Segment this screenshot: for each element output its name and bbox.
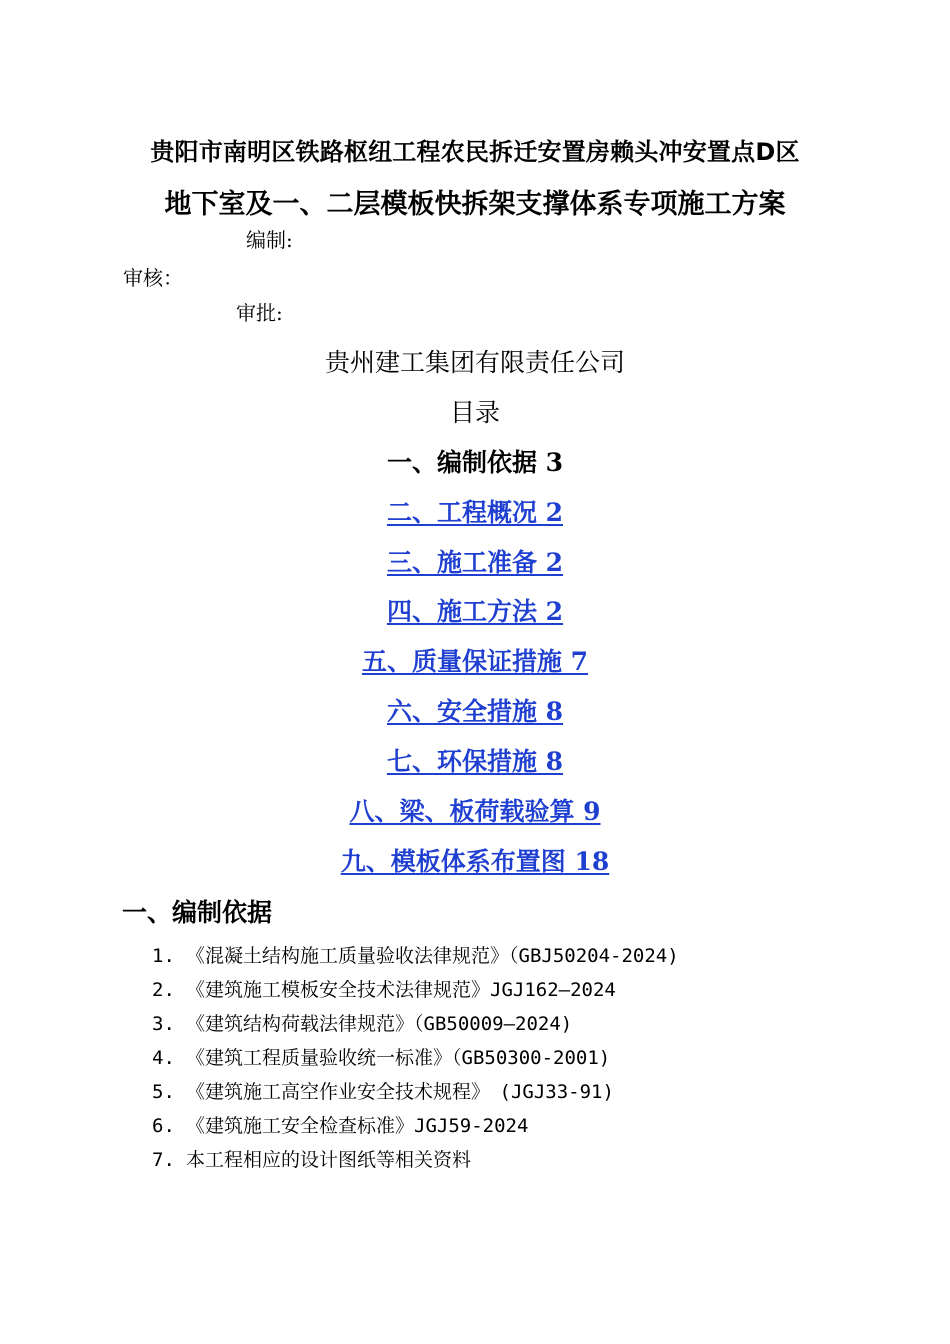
- approved-by-label: 审批:: [236, 301, 283, 325]
- list-item: [152, 1145, 679, 1179]
- compiled-by-label: 编制:: [246, 228, 293, 252]
- toc-link-overview[interactable]: 二、工程概况 2: [386, 498, 564, 527]
- toc-link-preparation[interactable]: 三、施工准备 2: [386, 548, 564, 577]
- list-item: [152, 1009, 679, 1043]
- list-item-text: 《建筑工程质量验收统一标准》（GB50300-2001): [186, 1047, 611, 1069]
- list-item-text: 《建筑结构荷载法律规范》（GB50009—2024): [186, 1013, 573, 1035]
- list-item-number: 4.: [152, 1047, 175, 1069]
- toc-link-method[interactable]: 四、施工方法 2: [386, 597, 564, 626]
- list-item-number: 5.: [152, 1081, 175, 1103]
- list-item: [152, 1077, 679, 1111]
- toc-title: 目录: [449, 398, 500, 427]
- list-item-number: 3.: [152, 1013, 175, 1035]
- list-item: [152, 1043, 679, 1077]
- reviewed-by-label: 审核：: [123, 266, 183, 290]
- toc-link-safety-measures[interactable]: 六、安全措施 8: [386, 697, 564, 726]
- company-name: 贵州建工集团有限责任公司: [324, 348, 625, 377]
- list-item-text: 《建筑施工高空作业安全技术规程》 (JGJ33-91): [186, 1081, 614, 1103]
- toc-link-environmental-measures[interactable]: 七、环保措施 8: [386, 747, 564, 776]
- document-title-line1: 贵阳市南明区铁路枢纽工程农民拆迁安置房赖头冲安置点D区: [150, 138, 800, 166]
- toc-link-quality-measures[interactable]: 五、质量保证措施 7: [361, 647, 589, 676]
- list-item-number: 6.: [152, 1115, 175, 1137]
- reference-list: [152, 941, 679, 1179]
- toc-link-load-calculation[interactable]: 八、梁、板荷载验算 9: [349, 797, 601, 826]
- list-item: [152, 975, 679, 1009]
- list-item-text: 《建筑施工安全检查标准》JGJ59-2024: [186, 1115, 529, 1137]
- section-heading-basis: 一、编制依据: [122, 898, 273, 927]
- list-item: [152, 1111, 679, 1145]
- list-item-number: 7.: [152, 1149, 175, 1171]
- list-item-text: 《建筑施工模板安全技术法律规范》JGJ162—2024: [186, 979, 616, 1001]
- list-item: [152, 941, 679, 975]
- document-title-line2: 地下室及一、二层模板快拆架支撑体系专项施工方案: [164, 189, 786, 220]
- toc-link-layout-drawing[interactable]: 九、模板体系布置图 18: [340, 847, 610, 876]
- list-item-text: 本工程相应的设计图纸等相关资料: [186, 1149, 472, 1171]
- list-item-number: 2.: [152, 979, 175, 1001]
- list-item-text: 《混凝土结构施工质量验收法律规范》（GBJ50204-2024): [186, 945, 679, 967]
- toc-item-basis: 一、编制依据 3: [386, 448, 564, 477]
- list-item-number: 1.: [152, 945, 175, 967]
